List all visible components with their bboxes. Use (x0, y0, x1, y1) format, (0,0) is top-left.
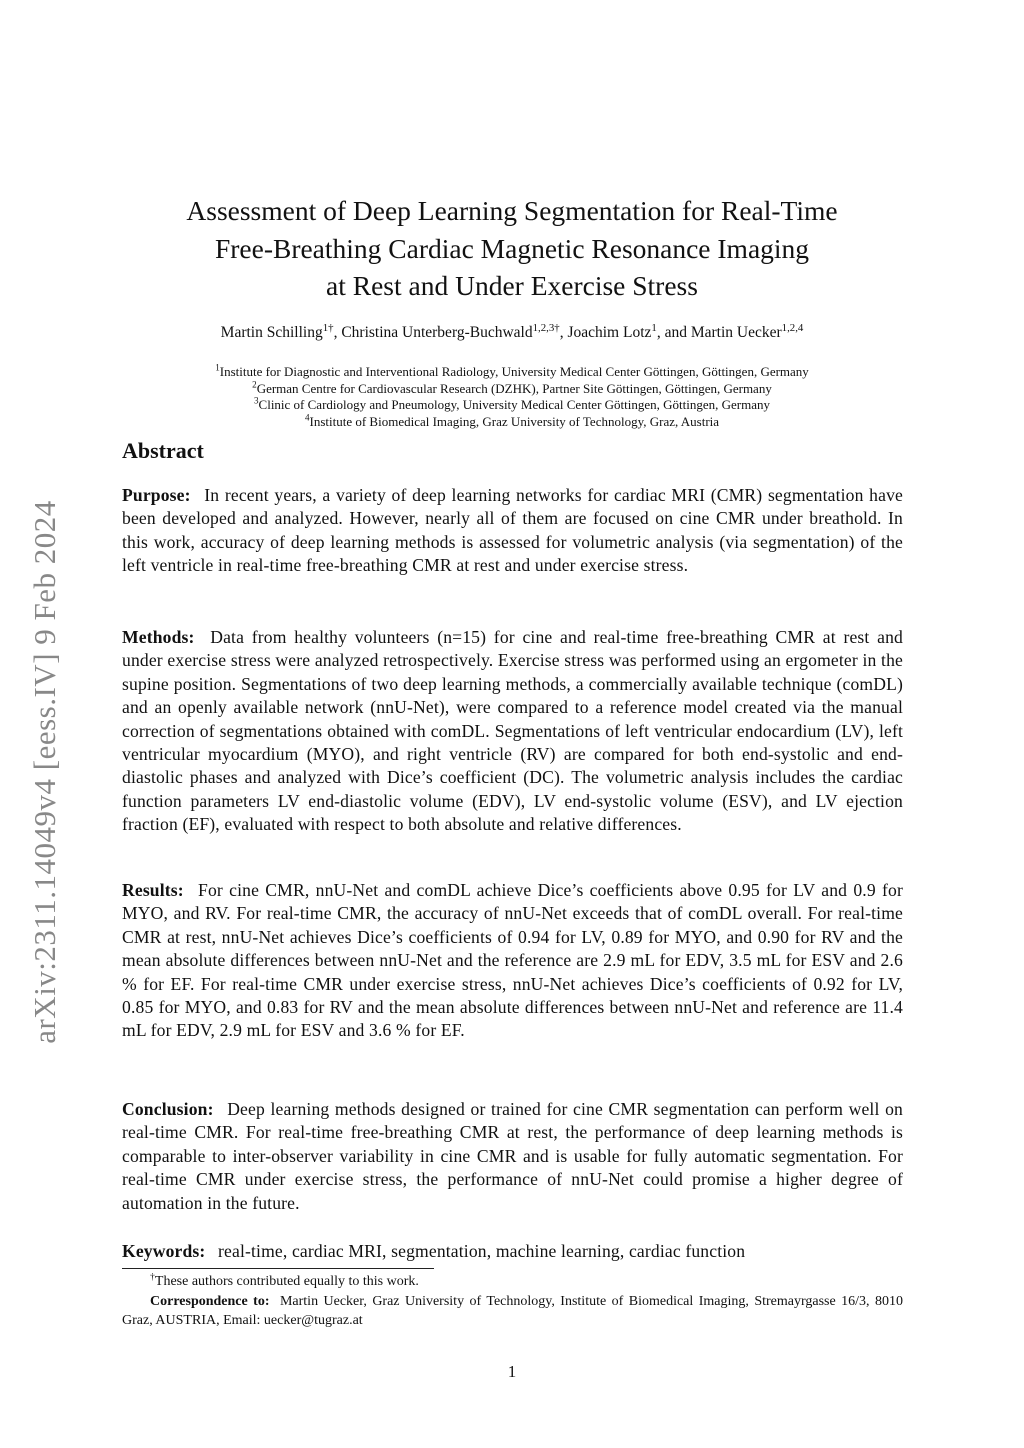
correspondence-label: Correspondence to: (150, 1294, 270, 1309)
abstract-heading: Abstract (122, 438, 204, 463)
author-affiliation-mark: 1† (322, 321, 334, 334)
affiliation (100, 397, 924, 414)
affiliation (100, 364, 924, 381)
section-text: Deep learning methods designed or trained for cine CMR segmentation can perform well on real-time CMR. For real-time free-breathing CMR at rest, the performance of deep learning methods is comparable to inter-observer variability in cine CMR and is usable for fully automatic segmentation. For real-time CMR under exercise stress, the performance of nnU-Net could promise a higher degree of automation in the future. (122, 1099, 903, 1213)
affiliation-list (100, 364, 924, 430)
title-line: Free-Breathing Cardiac Magnetic Resonance Imaging (214, 232, 810, 264)
author-name: Joachim Lotz (567, 324, 652, 341)
footnote-equal-contribution (122, 1272, 903, 1291)
affiliation-text: Clinic of Cardiology and Pneumology, University Medical Center Göttingen, Göttingen, Germany (258, 397, 771, 413)
author-separator: , (559, 324, 568, 341)
correspondence-text: Martin Uecker, Graz University of Technology, Institute of Biomedical Imaging, Stremayrgasse 16/3, 8010 Graz, AUSTRIA, Email: uecker@tugraz.at (122, 1294, 904, 1328)
author-separator: , and (656, 324, 691, 341)
author-name: Martin Uecker (690, 324, 782, 341)
footnote-text: These authors contributed equally to this work. (154, 1274, 419, 1289)
abstract-results (122, 879, 903, 1043)
abstract-purpose (122, 484, 903, 578)
author-name: Christina Unterberg-Buchwald (341, 324, 533, 341)
section-text: In recent years, a variety of deep learning networks for cardiac MRI (CMR) segmentation have been developed and analyzed. However, nearly all of them are focused on cine CMR under breathold. In this work, accuracy of deep learning methods is assessed for volumetric analysis (via segmentation) of the left ventricle in real-time free-breathing CMR at rest and under exercise stress. (122, 485, 903, 576)
footnote-correspondence (122, 1292, 903, 1330)
affiliation-number: 4 (304, 412, 310, 423)
section-label: Purpose: (122, 485, 191, 505)
author-affiliation-mark: 1,2,4 (781, 321, 804, 334)
author-name: Martin Schilling (220, 324, 323, 341)
section-text: real-time, cardiac MRI, segmentation, machine learning, cardiac function (218, 1241, 746, 1261)
affiliation (100, 381, 924, 398)
footnote-rule (122, 1268, 434, 1269)
affiliation (100, 414, 924, 431)
section-label: Results: (122, 880, 184, 900)
affiliation-text: German Centre for Cardiovascular Research (DZHK), Partner Site Göttingen, Göttingen, Germany (256, 380, 772, 396)
keywords (122, 1240, 903, 1263)
affiliation-text: Institute of Biomedical Imaging, Graz University of Technology, Graz, Austria (309, 413, 720, 429)
title-line: at Rest and Under Exercise Stress (326, 270, 698, 301)
affiliation-text: Institute for Diagnostic and Interventional Radiology, University Medical Center Göttingen, Göttingen, Germany (219, 364, 809, 379)
section-label: Keywords: (122, 1241, 206, 1261)
author-affiliation-mark: 1,2,3† (532, 321, 560, 334)
footnote-mark: † (150, 1271, 155, 1283)
abstract-methods (122, 626, 903, 837)
author-separator: , (333, 324, 342, 341)
abstract-conclusion (122, 1098, 903, 1215)
section-label: Methods: (122, 627, 195, 647)
affiliation-number: 1 (215, 362, 220, 373)
title-line: Assessment of Deep Learning Segmentation for Real-Time (186, 195, 838, 226)
arxiv-identifier-stamp: arXiv:2311.14049v4 [eess.IV] 9 Feb 2024 (27, 500, 62, 1044)
author-list (100, 321, 924, 342)
paper-title (120, 192, 904, 305)
section-text: For cine CMR, nnU-Net and comDL achieve Dice’s coefficients above 0.95 for LV and 0.9 for MYO, and RV. For real-time CMR, the accuracy of nnU-Net exceeds that of comDL overall. For real-time CMR at rest, nnU-Net achieves Dice’s coefficients of 0.94 for LV, 0.89 for MYO, and 0.90 for RV and the mean absolute differences between nnU-Net and the reference are 2.9 mL for EDV, 3.5 mL for ESV and 2.6 % for EF. For real-time CMR under exercise stress, nnU-Net achieves Dice’s coefficients of 0.92 for LV, 0.85 for MYO, and 0.83 for RV and the mean absolute differences between nnU-Net and reference are 11.4 mL for EDV, 2.9 mL for ESV and 3.6 % for EF. (122, 880, 903, 1041)
page-number: 1 (507, 1362, 517, 1381)
affiliation-number: 2 (252, 379, 257, 390)
affiliation-number: 3 (253, 395, 259, 406)
section-text: Data from healthy volunteers (n=15) for cine and real-time free-breathing CMR at rest and under exercise stress were analyzed retrospectively. Exercise stress was performed using an ergometer in the supine position. Segmentations of two deep learning methods, a commercially available technique (comDL) and an openly available network (nnU-Net), were compared to a reference model created via the manual correction of segmentations obtained with comDL. Segmentations of left ventricular endocardium (LV), left ventricular myocardium (MYO), and right ventricle (RV) are compared for both end-systolic and end-diastolic phases and analyzed with Dice’s coefficient (DC). The volumetric analysis includes the cardiac function parameters LV end-diastolic volume (EDV), LV end-systolic volume (ESV), and LV ejection fraction (EF), evaluated with respect to both absolute and relative differences. (122, 627, 903, 835)
author-affiliation-mark: 1 (651, 321, 657, 334)
section-label: Conclusion: (122, 1099, 214, 1119)
